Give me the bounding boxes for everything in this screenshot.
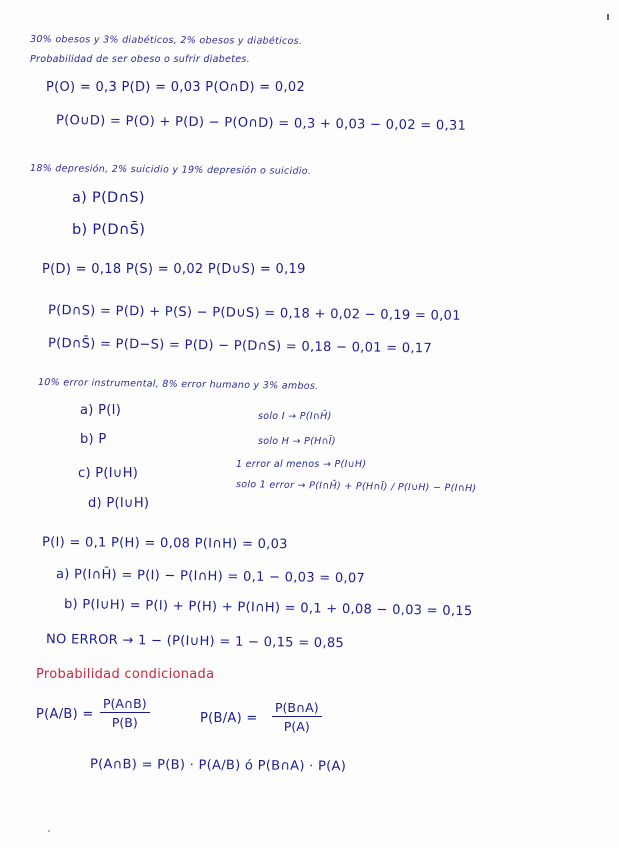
note-line: P(D∩S̄) = P(D−S) = P(D) − P(D∩S) = 0,18 − 0,01 = 0,17 (47, 336, 433, 357)
note-line: solo 1 error → P(I∩H̄) + P(H∩Ī) / P(I∪H) − P(I∩H) (235, 479, 477, 495)
note-line: b) P (80, 432, 107, 447)
note-line: P(O) = 0,3 P(D) = 0,03 P(O∩D) = 0,02 (46, 80, 306, 95)
note-line: P(O∪D) = P(O) + P(D) − P(O∩D) = 0,3 + 0,03 − 0,02 = 0,31 (55, 113, 467, 134)
note-line: 1 error al menos → P(I∪H) (236, 459, 367, 470)
note-line: P(D∩S) = P(D) + P(S) − P(D∪S) = 0,18 + 0,02 − 0,19 = 0,01 (47, 303, 461, 324)
fraction (100, 696, 150, 730)
section-heading: Probabilidad condicionada (36, 667, 215, 682)
fraction (272, 700, 322, 734)
note-line: c) P(I∪H) (78, 466, 139, 481)
formula-lhs: P(A/B) = (36, 707, 94, 722)
formula-lhs: P(B/A) = (200, 711, 258, 726)
note-line: a) P(D∩S) (72, 190, 145, 206)
note-line: a) P(I∩H̄) = P(I) − P(I∩H) = 0,1 − 0,03 = 0,07 (55, 567, 366, 587)
note-line: b) P(I∪H) = P(I) + P(H) + P(I∩H) = 0,1 + 0,08 − 0,03 = 0,15 (63, 597, 473, 620)
note-line: P(A∩B) = P(B) · P(A/B) ó P(B∩A) · P(A) (89, 757, 347, 775)
note-line: NO ERROR → 1 − (P(I∪H) = 1 − 0,15 = 0,85 (45, 632, 345, 652)
fraction-numerator: P(B∩A) (272, 700, 322, 717)
fraction-denominator: P(A) (283, 719, 310, 734)
note-line: P(I) = 0,1 P(H) = 0,08 P(I∩H) = 0,03 (41, 535, 288, 553)
note-line: solo H → P(H∩Ī) (258, 436, 336, 447)
note-line: P(D) = 0,18 P(S) = 0,02 P(D∪S) = 0,19 (42, 262, 306, 277)
note-line: 30% obesos y 3% diabéticos, 2% obesos y diabéticos. (29, 34, 303, 47)
fraction-denominator: P(B) (111, 715, 138, 730)
note-line: 18% depresión, 2% suicidio y 19% depresión o suicidio. (29, 163, 312, 177)
note-line: Probabilidad de ser obeso o sufrir diabetes. (30, 54, 250, 65)
note-line: solo I → P(I∩H̄) (258, 411, 332, 422)
page-edge-mark (607, 14, 609, 20)
note-line: a) P(I) (80, 403, 122, 418)
note-line: b) P(D∩S̄) (72, 222, 146, 238)
fraction-numerator: P(A∩B) (100, 696, 150, 713)
page-speck (48, 830, 50, 832)
note-line: 10% error instrumental, 8% error humano y 3% ambos. (37, 377, 319, 392)
note-line: d) P(I∪H) (88, 496, 150, 511)
